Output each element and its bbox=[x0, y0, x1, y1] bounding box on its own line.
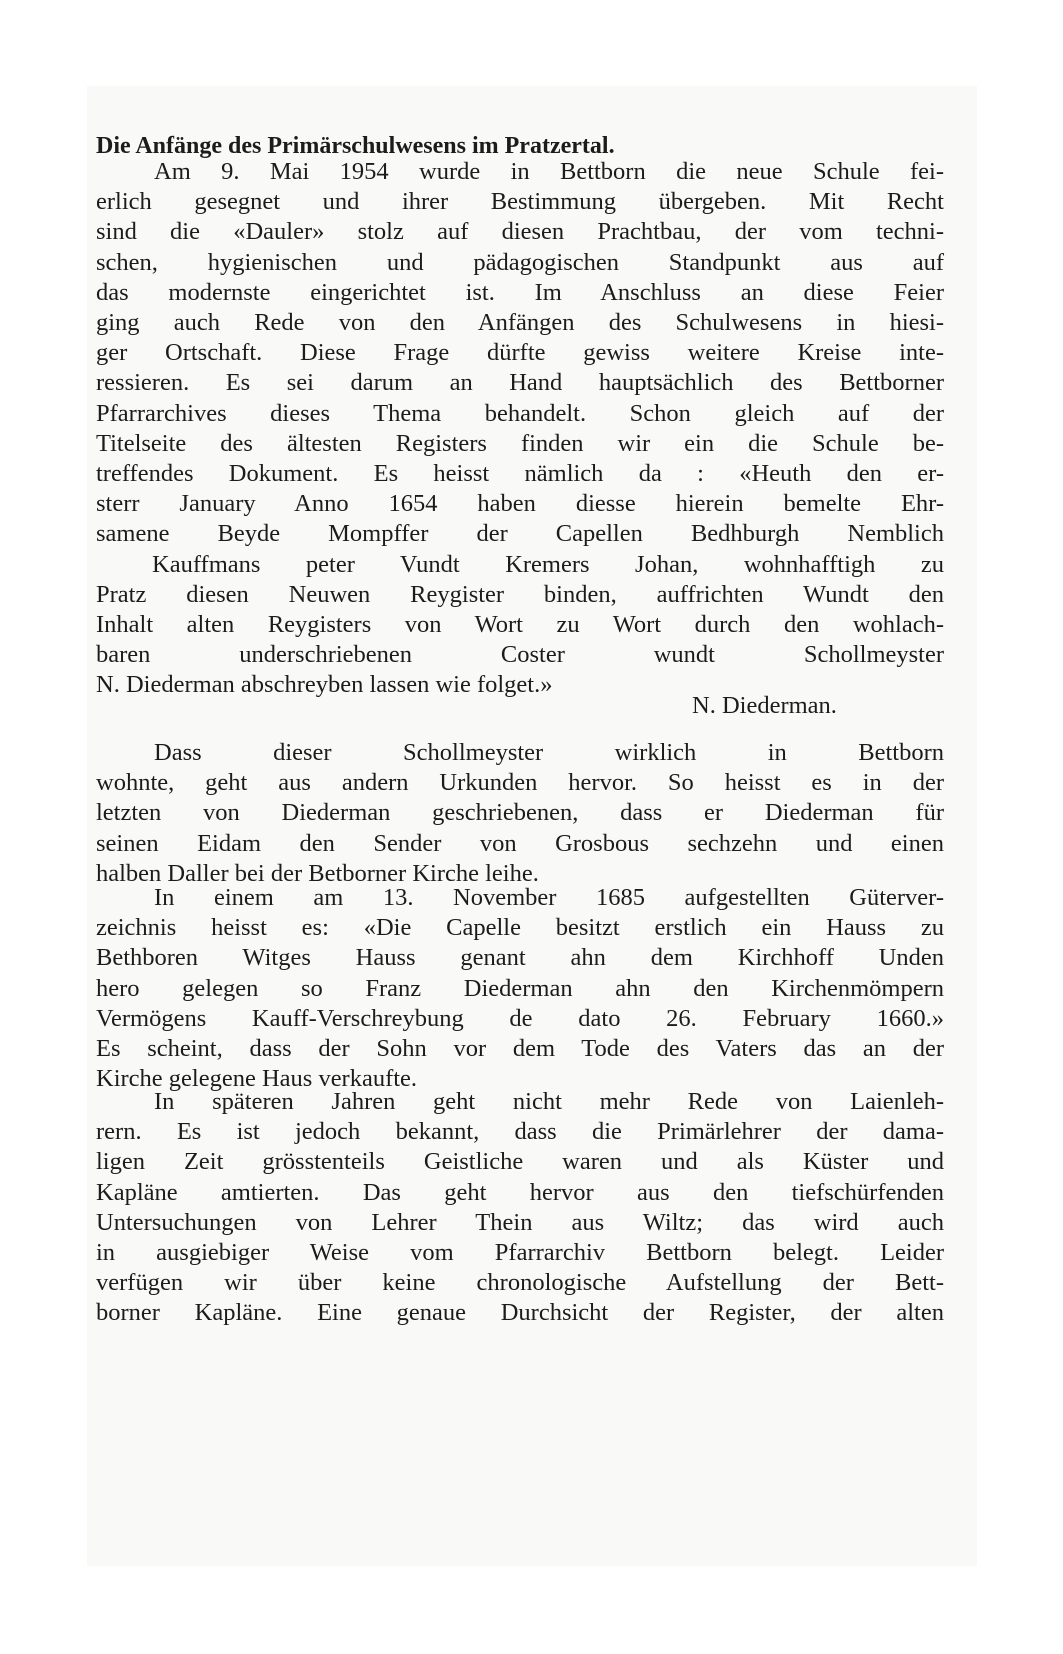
text-line: ligen Zeit grösstenteils Geistliche waren und als Küster und bbox=[96, 1148, 944, 1176]
text-line: erlich gesegnet und ihrer Bestimmung übergeben. Mit Recht bbox=[96, 188, 944, 216]
text-line: ging auch Rede von den Anfängen des Schulwesens in hiesi- bbox=[96, 309, 944, 336]
text-line: in ausgiebiger Weise vom Pfarrarchiv Bettborn belegt. Leider bbox=[96, 1239, 944, 1266]
text-line: Es scheint, dass der Sohn vor dem Tode des Vaters das an der bbox=[96, 1035, 944, 1062]
text-line: sind die «Dauler» stolz auf diesen Prachtbau, der vom techni- bbox=[96, 218, 944, 246]
text-line: sterr January Anno 1654 haben diesse hierein bemelte Ehr- bbox=[96, 490, 944, 518]
text-line: N. Diederman abschreyben lassen wie folget.» bbox=[96, 671, 553, 699]
document-title: Die Anfänge des Primärschulwesens im Pratzertal. bbox=[96, 133, 615, 159]
text-line: Pfarrarchives dieses Thema behandelt. Schon gleich auf der bbox=[96, 399, 944, 427]
text-line: Bethboren Witges Hauss genant ahn dem Kirchhoff Unden bbox=[96, 944, 944, 972]
text-line: zeichnis heisst es: «Die Capelle besitzt erstlich ein Hauss zu bbox=[96, 914, 944, 942]
signature: N. Diederman. bbox=[692, 692, 837, 719]
text-line: samene Beyde Mompffer der Capellen Bedhburgh Nemblich bbox=[96, 520, 944, 548]
text-line: Pratz diesen Neuwen Reygister binden, auffrichten Wundt den bbox=[96, 580, 944, 608]
text-line: ger Ortschaft. Diese Frage dürfte gewiss weitere Kreise inte- bbox=[96, 339, 944, 367]
text-line: borner Kapläne. Eine genaue Durchsicht der Register, der alten bbox=[96, 1299, 944, 1327]
text-line: Kapläne amtierten. Das geht hervor aus den tiefschürfenden bbox=[96, 1178, 944, 1206]
text-line: hero gelegen so Franz Diederman ahn den Kirchenmömpern bbox=[96, 974, 944, 1002]
text-line: In späteren Jahren geht nicht mehr Rede von Laienleh- bbox=[154, 1088, 944, 1115]
text-line: In einem am 13. November 1685 aufgestellten Güterver- bbox=[154, 884, 944, 911]
text-line: wohnte, geht aus andern Urkunden hervor. So heisst es in der bbox=[96, 769, 944, 797]
text-line: Titelseite des ältesten Registers finden wir ein die Schule be- bbox=[96, 429, 944, 457]
text-line: ressieren. Es sei darum an Hand hauptsächlich des Bettborner bbox=[96, 369, 944, 397]
text-line: rern. Es ist jedoch bekannt, dass die Primärlehrer der dama- bbox=[96, 1118, 944, 1146]
text-line: Am 9. Mai 1954 wurde in Bettborn die neue Schule fei- bbox=[154, 158, 944, 185]
text-line: Dass dieser Schollmeyster wirklich in Bettborn bbox=[154, 739, 944, 766]
text-line: baren underschriebenen Coster wundt Schollmeyster bbox=[96, 641, 944, 669]
text-line: treffendes Dokument. Es heisst nämlich da : «Heuth den er- bbox=[96, 460, 944, 487]
text-line: schen, hygienischen und pädagogischen Standpunkt aus auf bbox=[96, 248, 944, 276]
text-line: das modernste eingerichtet ist. Im Anschluss an diese Feier bbox=[96, 278, 944, 306]
text-line: letzten von Diederman geschriebenen, dass er Diederman für bbox=[96, 799, 944, 827]
text-line: verfügen wir über keine chronologische Aufstellung der Bett- bbox=[96, 1269, 944, 1297]
text-line: Vermögens Kauff-Verschreybung de dato 26. February 1660.» bbox=[96, 1004, 944, 1032]
text-line: Untersuchungen von Lehrer Thein aus Wiltz; das wird auch bbox=[96, 1208, 944, 1236]
text-line: Kirche gelegene Haus verkaufte. bbox=[96, 1065, 418, 1093]
text-line: halben Daller bei der Betborner Kirche leihe. bbox=[96, 859, 539, 887]
text-line: seinen Eidam den Sender von Grosbous sechzehn und einen bbox=[96, 829, 944, 857]
text-line: Kauffmans peter Vundt Kremers Johan, wohnhafftigh zu bbox=[152, 550, 944, 578]
text-line: Inhalt alten Reygisters von Wort zu Wort durch den wohlach- bbox=[96, 611, 944, 638]
